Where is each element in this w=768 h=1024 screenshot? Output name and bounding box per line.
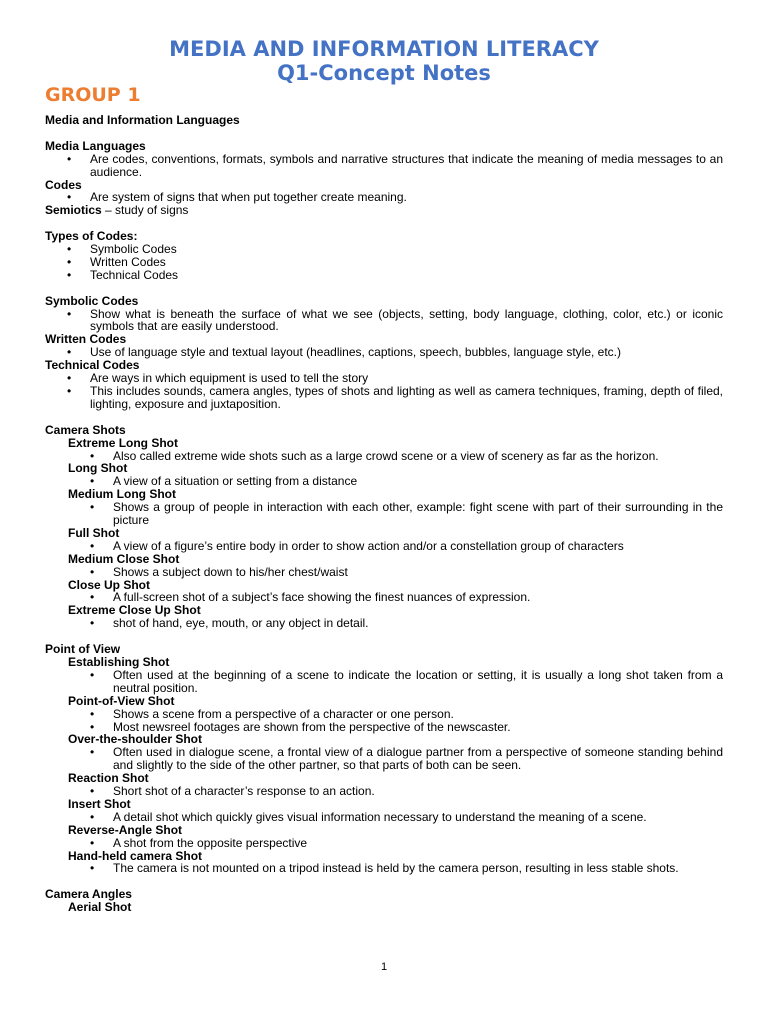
shot-name: Over-the-shoulder Shot	[68, 732, 203, 747]
codes-bullet: • Are system of signs that when put together create meaning.	[45, 191, 723, 204]
list-item: • Symbolic Codes	[45, 243, 723, 256]
shot-name: Establishing Shot	[68, 654, 170, 669]
shot-name: Extreme Long Shot	[68, 435, 179, 450]
shot-description: • Also called extreme wide shots such as a large crowd scene or a view of scenery as far as the horizon.	[45, 450, 723, 463]
shot-name: Medium Long Shot	[68, 487, 176, 502]
list-item: • Written Codes	[45, 256, 723, 269]
shot-description: • Shows a scene from a perspective of a character or one person.	[45, 708, 723, 721]
shot-description: • Shows a group of people in interaction with each other, example: fight scene with part of their surrounding in the picture	[45, 501, 723, 527]
codes-heading: Codes	[45, 177, 82, 192]
shot-description: • A view of a figure’s entire body in order to show action and/or a constellation group of characters	[45, 540, 723, 553]
symbolic-codes-bullet: • Show what is beneath the surface of what we see (objects, setting, body language, clothing, color, etc.) or iconic symbols that are easily understood.	[45, 308, 723, 334]
shot-description: • Often used in dialogue scene, a frontal view of a dialogue partner from a perspective of someone standing behind and slightly to the side of the other partner, so that parts of both can be seen.	[45, 746, 723, 772]
document-title: MEDIA AND INFORMATION LITERACY	[169, 37, 599, 61]
list-item: • Technical Codes	[45, 269, 723, 282]
document-subtitle: Q1-Concept Notes	[277, 61, 491, 85]
shot-name: Hand-held camera Shot	[68, 848, 203, 863]
shot-name: Full Shot	[68, 525, 120, 540]
written-codes-bullet: • Use of language style and textual layout (headlines, captions, speech, bubbles, language style, etc.)	[45, 346, 723, 359]
shot-description: • Shows a subject down to his/her chest/waist	[45, 566, 723, 579]
shot-description: • Often used at the beginning of a scene to indicate the location or setting, it is usually a long shot taken from a neutral position.	[45, 669, 723, 695]
written-codes-heading: Written Codes	[45, 332, 127, 347]
shot-name: Long Shot	[68, 461, 128, 476]
media-languages-bullet: • Are codes, conventions, formats, symbols and narrative structures that indicate the meaning of media messages to an audience.	[45, 153, 723, 179]
semiotics-term: Semiotics	[45, 203, 102, 218]
technical-codes-heading: Technical Codes	[45, 358, 140, 373]
shot-description: • A shot from the opposite perspective	[45, 837, 723, 850]
technical-codes-bullet: • This includes sounds, camera angles, types of shots and lighting as well as camera techniques, framing, depth of filed, lighting, exposure and juxtaposition.	[45, 385, 723, 411]
section-title: Media and Information Languages	[45, 113, 240, 127]
types-of-codes-heading: Types of Codes:	[45, 229, 138, 244]
group-heading: GROUP 1	[45, 84, 141, 106]
shot-name: Insert Shot	[68, 796, 131, 811]
camera-shots-heading: Camera Shots	[45, 422, 126, 437]
technical-codes-bullet: • Are ways in which equipment is used to tell the story	[45, 372, 723, 385]
shot-description: • A detail shot which quickly gives visual information necessary to understand the meaning of a scene.	[45, 811, 723, 824]
page-number: 1	[380, 961, 388, 973]
point-of-view-heading: Point of View	[45, 642, 121, 657]
semiotics-line	[45, 204, 723, 217]
shot-name: Aerial Shot	[68, 900, 132, 915]
symbolic-codes-heading: Symbolic Codes	[45, 293, 139, 308]
semiotics-definition: – study of signs	[101, 203, 189, 218]
shot-description: • shot of hand, eye, mouth, or any object in detail.	[45, 617, 723, 630]
notes-body	[45, 114, 723, 914]
shot-name: Medium Close Shot	[68, 551, 180, 566]
shot-name: Extreme Close Up Shot	[68, 603, 201, 618]
camera-angles-heading: Camera Angles	[45, 887, 132, 902]
media-languages-heading: Media Languages	[45, 138, 146, 153]
shot-description: • Short shot of a character’s response to an action.	[45, 785, 723, 798]
shot-description: • The camera is not mounted on a tripod instead is held by the camera person, resulting in less stable shots.	[45, 862, 723, 875]
shot-description: • Most newsreel footages are shown from the perspective of the newscaster.	[45, 721, 723, 734]
shot-description: • A full-screen shot of a subject’s face showing the finest nuances of expression.	[45, 591, 723, 604]
shot-name: Reverse-Angle Shot	[68, 822, 183, 837]
shot-name: Point-of-View Shot	[68, 693, 175, 708]
shot-name: Close Up Shot	[68, 577, 151, 592]
shot-description: • A view of a situation or setting from a distance	[45, 475, 723, 488]
shot-name: Reaction Shot	[68, 771, 149, 786]
